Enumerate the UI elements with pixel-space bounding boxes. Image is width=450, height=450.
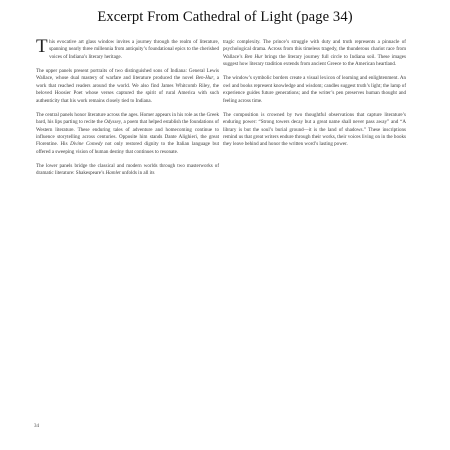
text-run: not only restored dignity to the Italian language but offered a sweeping vision of human destiny that continues to resonate. bbox=[36, 141, 219, 155]
text-run: , a work that reached readers around the world. We also find James Whitcomb Riley, the beloved Hoosier Poet whose verses captured the spirit of rural America with such authenticity that his work remains closely tied to Indiana. bbox=[36, 75, 220, 104]
paragraph-upper-panels bbox=[36, 68, 219, 105]
book-title-divine-comedy: Divine Comedy bbox=[70, 141, 103, 148]
paragraph-inscriptions: The composition is crowned by two thoughtful observations that capture literature’s enduring power: “Strong towers decay but a great name shall never pass away” and “A library is but the soul’s burial ground—it is the land of shadows.” These inscriptions remind us that great writers endure through their works, their voices living on in the books they leave behind and honor the written word’s lasting power. bbox=[223, 111, 406, 148]
paragraph-intro-text: his evocative art glass window invites a journey through the realm of literature, spanning nearly three millennia from antiquity’s foundational epics to the cherished voices of Indiana’s literary heritage. bbox=[49, 39, 219, 60]
book-title-ben-hur-2: Ben Hur bbox=[244, 53, 263, 60]
text-run: , a poem that helped establish the foundations of Western literature. These enduring tales of adventure and homecoming continue to influence storytelling across centuries. Opposite him stands Dante Alighieri, the great Florentine. His bbox=[36, 119, 219, 148]
left-text-column bbox=[36, 36, 220, 178]
paragraph-intro bbox=[36, 36, 219, 61]
right-text-column bbox=[223, 39, 406, 149]
paragraph-continuation bbox=[223, 39, 406, 68]
paragraph-lower-panels bbox=[36, 163, 219, 178]
page-number: 34 bbox=[34, 424, 39, 429]
text-run: unfolds in all its bbox=[120, 170, 155, 177]
page-title: Excerpt From Cathedral of Light (page 34) bbox=[97, 9, 353, 25]
text-run: The upper panels present portraits of two distinguished sons of Indiana: General Lewis Wallace, whose dual mastery of warfare and literature produced the novel bbox=[36, 68, 219, 82]
text-run: brings the literary journey full circle to Indiana soil. These images suggest how literary tradition extends from ancient Greece to the American heartland. bbox=[223, 53, 406, 68]
paragraph-central-panels bbox=[36, 112, 219, 156]
text-run: The central panels honor literature across the ages. Homer appears in his role as the Greek bard, his lips parting to recite the bbox=[36, 111, 219, 126]
book-title-hamlet: Hamlet bbox=[105, 170, 121, 177]
text-run: tragic complexity. The prince’s struggle with duty and truth represents a pinnacle of psychological drama. Across from this timeless tragedy, the thunderous chariot race from Wallace’s bbox=[223, 39, 406, 60]
book-title-odyssey: Odyssey bbox=[104, 119, 121, 126]
book-title-ben-hur: Ben-Hur bbox=[195, 75, 214, 82]
drop-cap: T bbox=[36, 36, 48, 57]
text-run: The lower panels bridge the classical and modern worlds through two masterworks of dramatic literature: Shakespeare’s bbox=[36, 163, 219, 177]
paragraph-symbolic-borders: The window’s symbolic borders create a visual lexicon of learning and enlightenment. An owl and books represent knowledge and wisdom; candles suggest truth’s light; the lamp of experience guides future generations; and the writer’s pen preserves human thought and feeling across time. bbox=[223, 75, 406, 104]
